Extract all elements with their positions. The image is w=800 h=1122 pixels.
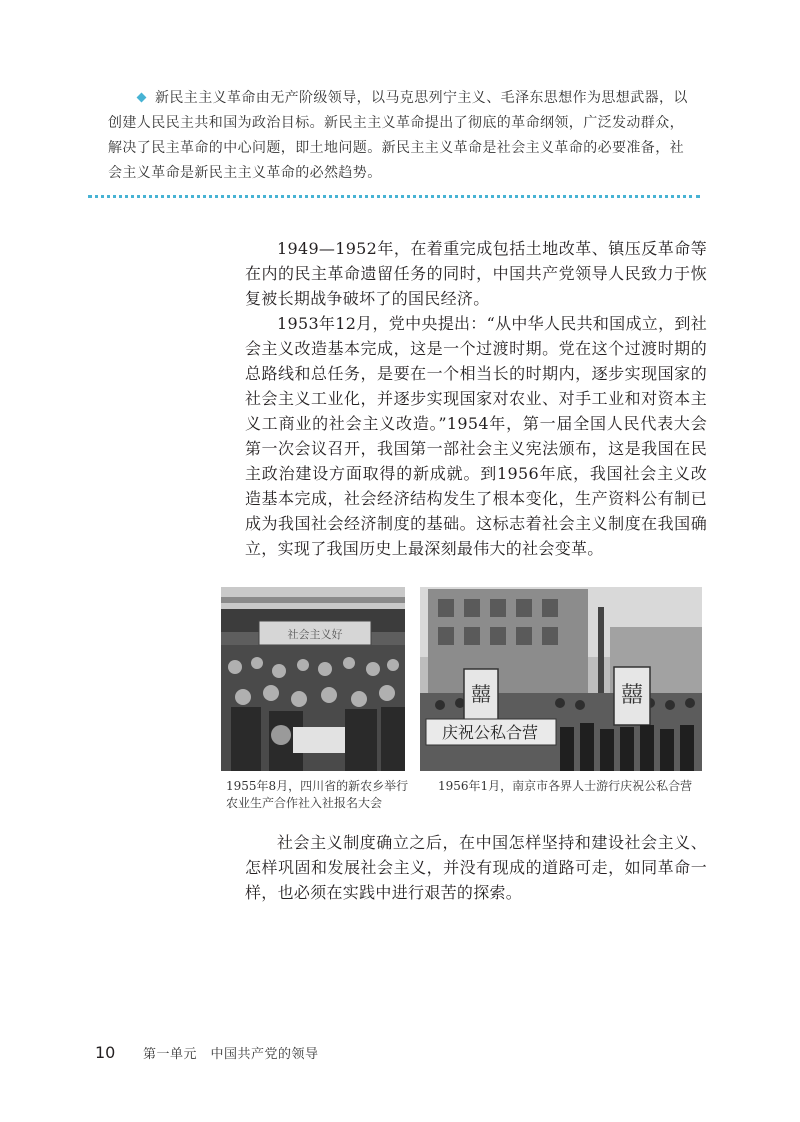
footer-section-title: 第一单元 中国共产党的领导 <box>143 1047 319 1062</box>
photo-caption-2: 1956年1月，南京市各界人士游行庆祝公私合营 <box>438 779 693 793</box>
photo-parade-image <box>420 587 702 771</box>
unit-summary-box <box>108 86 698 186</box>
paragraph: 社会主义制度确立之后，在中国怎样坚持和建设社会主义、怎样巩固和发展社会主义，并没有现成的道路可走，如同革命一样，也必须在实践中进行艰苦的探索。 <box>245 833 707 902</box>
main-text-top <box>245 236 707 561</box>
page-footer <box>95 1043 319 1067</box>
photo-nanjing-parade <box>420 587 702 771</box>
photo-cooperative-meeting <box>221 587 405 771</box>
parade-banner-text: 庆祝公私合营 <box>441 723 539 742</box>
summary-text: 新民主主义革命由无产阶级领导，以马克思列宁主义、毛泽东思想作为思想武器，以创建人民民主共和国为政治目标。新民主主义革命提出了彻底的革命纲领，广泛发动群众，解决了民主革命的中心问题，即土地问题。新民主主义革命是社会主义革命的必要准备，社会主义革命是新民主主义革命的必然趋势。 <box>108 90 688 181</box>
photo-caption-1: 1955年8月，四川省的新农乡举行农业生产合作社入社报名大会 <box>226 779 409 810</box>
parade-sign-text-left: 囍 <box>471 682 491 706</box>
banner-text: 社会主义好 <box>287 628 343 641</box>
dotted-divider <box>88 195 700 198</box>
paragraph: 1949—1952年，在着重完成包括土地改革、镇压反革命等在内的民主革命遗留任务的同时，中国共产党领导人民致力于恢复被长期战争破坏了的国民经济。 <box>245 239 707 308</box>
paragraph: 1953年12月，党中央提出：“从中华人民共和国成立，到社会主义改造基本完成，这是一个过渡时期。党在这个过渡时期的总路线和总任务，是要在一个相当长的时期内，逐步实现国家的社会主义工业化，并逐步实现国家对农业、对手工业和对资本主义工商业的社会主义改造。”1954年，第一届全国人民代表大会第一次会议召开，我国第一部社会主义宪法颁布，这是我国在民主政治建设方面取得的新成就。到1956年底，我国社会主义改造基本完成，社会经济结构发生了根本变化，生产资料公有制已成为我国社会经济制度的基础。这标志着社会主义制度在我国确立，实现了我国历史上最深刻最伟大的社会变革。 <box>245 314 707 558</box>
diamond-bullet-icon <box>137 93 147 103</box>
page-number: 10 <box>95 1043 116 1062</box>
main-text-bottom <box>245 830 707 905</box>
photo-crowd-image <box>221 587 405 771</box>
parade-sign-text-right: 囍 <box>620 683 644 708</box>
